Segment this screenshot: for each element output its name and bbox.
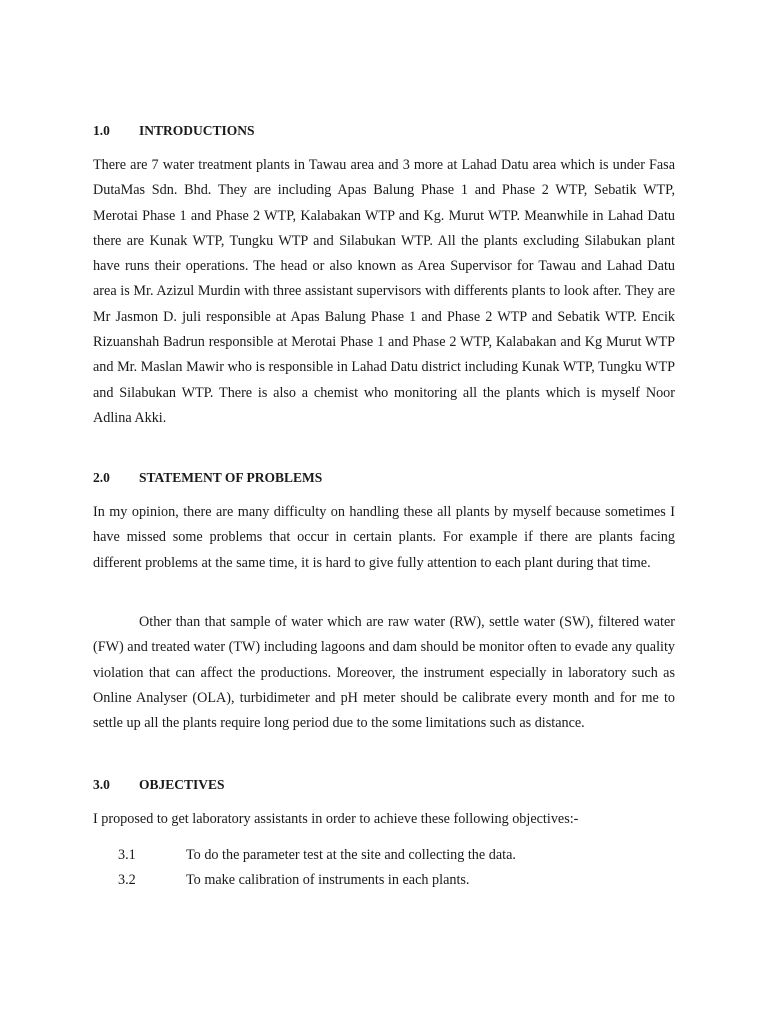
section-heading-statement-of-problems [93, 469, 322, 487]
section-title: INTRODUCTIONS [139, 123, 255, 138]
section-title: OBJECTIVES [139, 777, 225, 792]
section-heading-objectives [93, 776, 225, 794]
objective-number: 3.2 [118, 872, 136, 888]
objectives-intro: I proposed to get laboratory assistants in order to achieve these following objectives:- [93, 811, 579, 827]
problems-paragraph-2: Other than that sample of water which are raw water (RW), settle water (SW), filtered water (FW) and treated water (TW) including lagoons and dam should be monitor often to evade any quality violation that can affect the productions. Moreover, the instrument especially in laboratory such as Online Analyser (OLA), turbidimeter and pH meter should be calibrate every month and for me to settle up all the plants require long period due to the some limitations such as distance. [93, 614, 675, 732]
objective-number: 3.1 [118, 847, 136, 863]
section-title: STATEMENT OF PROBLEMS [139, 470, 323, 485]
section-heading-introductions [93, 122, 255, 140]
section-number: 3.0 [93, 777, 110, 792]
objective-item [118, 846, 516, 864]
problems-paragraph-1: In my opinion, there are many difficulty on handling these all plants by myself because sometimes I have missed some problems that occur in certain plants. For example if there are plants facing different problems at the same time, it is hard to give fully attention to each plant during that time. [93, 504, 675, 571]
objective-text: To do the parameter test at the site and collecting the data. [186, 847, 516, 863]
objective-item [118, 871, 469, 889]
section-number: 1.0 [93, 123, 110, 138]
section-number: 2.0 [93, 470, 110, 485]
objective-text: To make calibration of instruments in each plants. [186, 872, 470, 888]
introduction-paragraph: There are 7 water treatment plants in Tawau area and 3 more at Lahad Datu area which is under Fasa DutaMas Sdn. Bhd. They are including Apas Balung Phase 1 and Phase 2 WTP, Sebatik WTP, Merotai Phase 1 and Phase 2 WTP, Kalabakan WTP and Kg. Murut WTP. Meanwhile in Lahad Datu there are Kunak WTP, Tungku WTP and Silabukan WTP. All the plants excluding Silabukan plant have runs their operations. The head or also known as Area Supervisor for Tawau and Lahad Datu area is Mr. Azizul Murdin with three assistant supervisors with differents plants to look after. They are Mr Jasmon D. juli responsible at Apas Balung Phase 1 and Phase 2 WTP and Sebatik WTP. Encik Rizuanshah Badrun responsible at Merotai Phase 1 and Phase 2 WTP, Kalabakan and Kg Murut WTP and Mr. Maslan Mawir who is responsible in Lahad Datu district including Kunak WTP, Tungku WTP and Silabukan WTP. There is also a chemist who monitoring all the plants which is myself Noor Adlina Akki. [93, 157, 675, 426]
